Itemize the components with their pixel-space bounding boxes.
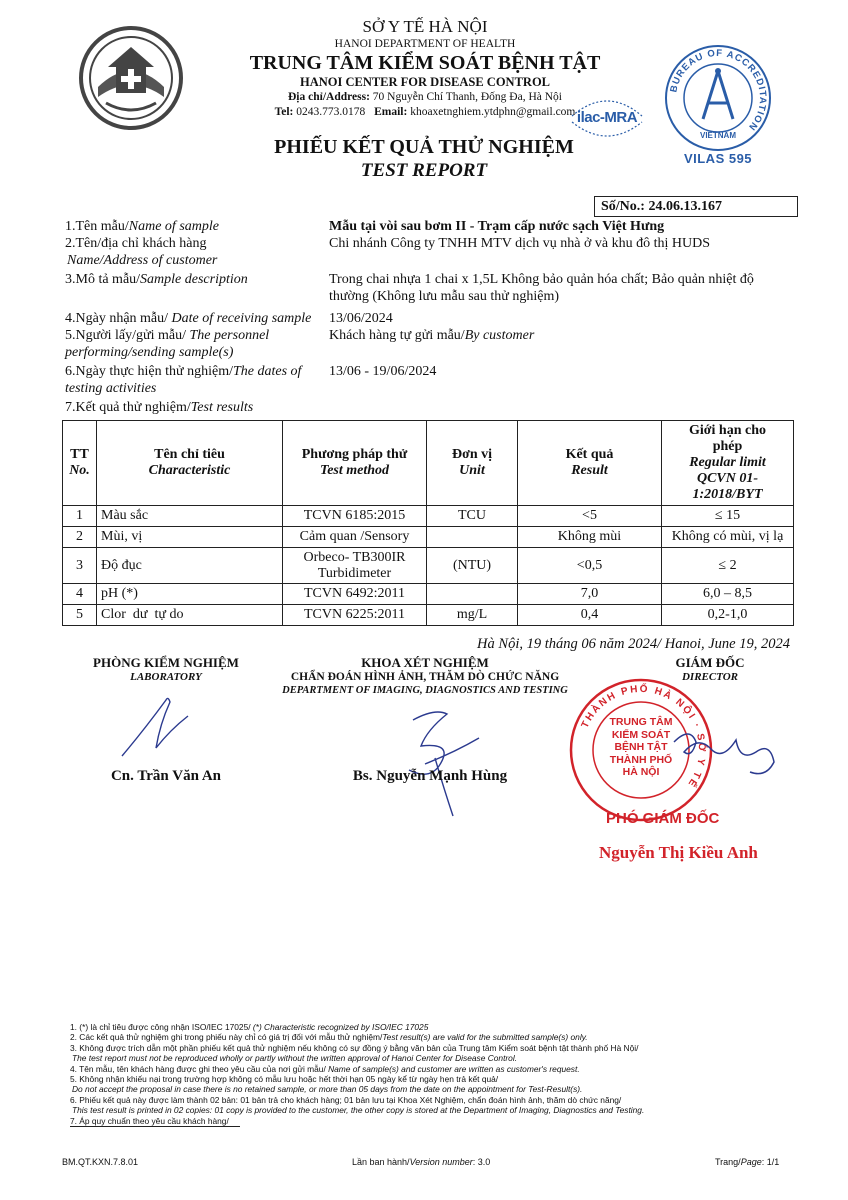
cell-limit: ≤ 15 xyxy=(662,506,794,527)
cell-no: 5 xyxy=(63,605,97,626)
note-item: 7. Áp quy chuẩn theo yêu cầu khách hàng/ xyxy=(70,1116,240,1127)
title-vi: PHIẾU KẾT QUẢ THỬ NGHIỆM xyxy=(274,136,574,158)
director-title: GIÁM ĐỐC xyxy=(675,655,745,670)
notes xyxy=(70,1022,790,1127)
stamp-center: TRUNG TÂM KIỂM SOÁT BỆNH TẬT THÀNH PHỐ HÀ NỘI xyxy=(609,716,673,778)
cell-limit: Không có mùi, vị lạ xyxy=(662,527,794,548)
note-item: The test report must not be reproduced wholly or partly without the written approval of Hanoi Center for Disease Control. xyxy=(72,1053,518,1064)
table-header-row xyxy=(63,421,794,506)
center-en: HANOI CENTER FOR DISEASE CONTROL xyxy=(299,75,551,89)
cell-limit: 0,2-1,0 xyxy=(662,605,794,626)
hcdc-logo xyxy=(78,25,184,131)
cell-unit xyxy=(427,584,518,605)
note-item: Do not accept the proposal in case there is no retained sample, or more than 05 days from the date on the appointment for Test-Result(s). xyxy=(72,1084,583,1095)
field-value: 13/06/2024 xyxy=(329,311,393,326)
center-vi: TRUNG TÂM KIỂM SOÁT BỆNH TẬT xyxy=(249,52,601,74)
table-row xyxy=(63,605,794,626)
cell-no: 1 xyxy=(63,506,97,527)
ilac-text: ilac-MRA xyxy=(576,109,638,126)
cell-characteristic: Màu sắc xyxy=(97,506,283,527)
dept-title: KHOA XÉT NGHIỆM xyxy=(361,655,489,670)
dept-signer-name: Bs. Nguyễn Mạnh Hùng xyxy=(352,768,508,784)
field-label: 6.Ngày thực hiện thử nghiệm/ xyxy=(65,364,233,379)
cell-characteristic: pH (*) xyxy=(97,584,283,605)
field-value: 13/06 - 19/06/2024 xyxy=(329,364,437,379)
header-method: Phương pháp thử Test method xyxy=(283,421,427,506)
dept-en: HANOI DEPARTMENT OF HEALTH xyxy=(334,38,516,50)
signature-department xyxy=(260,655,590,697)
cell-method: Orbeco- TB300IR Turbidimeter xyxy=(283,548,427,584)
field-customer xyxy=(65,235,805,271)
cell-no: 2 xyxy=(63,527,97,548)
cell-result: 0,4 xyxy=(518,605,662,626)
stamp-ring-text: THÀNH PHỐ HÀ NỘI · SỞ Y TẾ xyxy=(579,683,708,790)
vilas-number: VILAS 595 xyxy=(683,151,753,166)
field-label-en: The dates of testing activities xyxy=(65,364,302,396)
field-value: Trong chai nhựa 1 chai x 1,5L Không bảo quản hóa chất; Bảo quản nhiệt độ thường (Không lưu mẫu sau thử nghiệm) xyxy=(329,272,754,304)
field-label: 1.Tên mẫu/ xyxy=(65,219,129,234)
dept-title-2: CHẨN ĐOÁN HÌNH ẢNH, THĂM DÒ CHỨC NĂNG xyxy=(290,671,560,683)
cell-limit: 6,0 – 8,5 xyxy=(662,584,794,605)
title-en: TEST REPORT xyxy=(360,160,488,181)
field-sender xyxy=(65,327,805,363)
field-value: Mẫu tại vòi sau bơm II - Trạm cấp nước sạch Việt Hưng xyxy=(329,219,665,234)
field-value-en: By customer xyxy=(464,328,535,343)
note-item: 6. Phiếu kết quả này được làm thành 02 bản: 01 bản trả cho khách hàng; 01 bản lưu tại Khoa Xét Nghiệm, chẩn đoán hình ảnh, thăm dò chức năng/ xyxy=(70,1094,622,1105)
dept-vi: SỞ Y TẾ HÀ NỘI xyxy=(362,17,488,36)
field-label: 7.Kết quả thử nghiệm/ xyxy=(65,400,191,415)
deputy-title: PHÓ GIÁM ĐỐC xyxy=(606,810,720,827)
cell-method: TCVN 6185:2015 xyxy=(283,506,427,527)
cell-result: <0,5 xyxy=(518,548,662,584)
note-item: 1. (*) là chỉ tiêu được công nhận ISO/IEC 17025/ (*) Characteristic recognized by ISO/IEC 17025 xyxy=(70,1022,429,1032)
table-row xyxy=(63,527,794,548)
field-label-en: Name/Address of customer xyxy=(67,253,218,268)
signature-lab xyxy=(66,655,266,684)
note-item: 5. Không nhận khiếu nại trong trường hợp không có mẫu lưu hoặc hết thời hạn 05 ngày kể từ ngày hẹn trả kết quả/ xyxy=(70,1074,499,1085)
cell-method: TCVN 6225:2011 xyxy=(283,605,427,626)
address-label: Địa chỉ/Address: xyxy=(288,91,370,103)
issue-date: Hà Nội, 19 tháng 06 năm 2024/ Hanoi, June 19, 2024 xyxy=(477,636,790,652)
email-value: khoaxetnghiem.ytdphn@gmail.com xyxy=(410,106,576,118)
cell-characteristic: Clor dư tự do xyxy=(97,605,283,626)
address-value: 70 Nguyễn Chí Thanh, Đống Đa, Hà Nội xyxy=(372,91,562,103)
field-value: Khách hàng tự gửi mẫu/ xyxy=(329,328,465,343)
field-sample-name xyxy=(65,218,805,235)
note-item: 2. Các kết quả thử nghiệm ghi trong phiếu này chỉ có giá trị đối với mẫu thử nghiệm/Test result(s) are valid for the submitted sample(s) only. xyxy=(70,1032,588,1043)
deputy-name: Nguyễn Thị Kiều Anh xyxy=(599,843,758,862)
header-unit: Đơn vị Unit xyxy=(427,421,518,506)
cell-result: Không mùi xyxy=(518,527,662,548)
cell-unit xyxy=(427,527,518,548)
report-number: Số/No.: 24.06.13.167 xyxy=(594,196,798,217)
version-number: Lần ban hành/Version number: 3.0 xyxy=(352,1157,491,1167)
cell-method: Cảm quan /Sensory xyxy=(283,527,427,548)
signature-mark-lab xyxy=(110,690,210,760)
tel-label: Tel: xyxy=(274,106,294,118)
signature-mark-dept xyxy=(395,700,485,820)
cell-unit: TCU xyxy=(427,506,518,527)
field-label: 3.Mô tả mẫu/ xyxy=(65,272,141,287)
header-limit: Giới hạn cho phép Regular limit QCVN 01-1:2018/BYT xyxy=(662,421,794,506)
note-item: This test result is printed in 02 copies: 01 copy is provided to the customer, the other copy is stored at the Department of Imaging, Diagnostics and Testing. xyxy=(72,1105,645,1116)
table-row xyxy=(63,548,794,584)
header-characteristic: Tên chỉ tiêu Characteristic xyxy=(97,421,283,506)
field-label-en: Date of receiving sample xyxy=(171,311,312,326)
header-no: TT No. xyxy=(63,421,97,506)
field-label: 2.Tên/địa chỉ khách hàng xyxy=(65,236,207,251)
field-label: 4.Ngày nhận mẫu/ xyxy=(65,311,172,326)
cell-method: TCVN 6492:2011 xyxy=(283,584,427,605)
cell-no: 3 xyxy=(63,548,97,584)
cell-unit: mg/L xyxy=(427,605,518,626)
field-label-en: Name of sample xyxy=(128,219,219,234)
sample-info xyxy=(65,218,805,416)
cell-result: 7,0 xyxy=(518,584,662,605)
lab-title: PHÒNG KIỂM NGHIỆM xyxy=(93,655,239,670)
lab-signer-name: Cn. Trần Văn An xyxy=(110,768,222,784)
note-item: 3. Không được trích dẫn một phần phiếu kết quả thử nghiệm nếu không có sự đồng ý bằng văn bản của Trung tâm Kiểm soát bệnh tật thành phố Hà Nội/ xyxy=(70,1042,639,1053)
signature-mark-director xyxy=(670,722,780,782)
email-label: Email: xyxy=(374,106,408,118)
field-description xyxy=(65,271,805,310)
tel-value: 0243.773.0178 xyxy=(296,106,366,118)
dept-title-en: DEPARTMENT OF IMAGING, DIAGNOSTICS AND TESTING xyxy=(282,685,568,696)
director-title-en: DIRECTOR xyxy=(681,671,739,683)
form-code: BM.QT.KXN.7.8.01 xyxy=(62,1157,139,1167)
field-value: Chi nhánh Công ty TNHH MTV dịch vụ nhà ở và khu đô thị HUDS xyxy=(329,236,710,251)
page-number: Trang/Page: 1/1 xyxy=(715,1157,780,1167)
field-label-en: The personnel performing/sending sample(s) xyxy=(65,328,270,360)
table-row xyxy=(63,506,794,527)
lab-title-en: LABORATORY xyxy=(130,671,202,683)
field-test-dates xyxy=(65,363,805,399)
cell-result: <5 xyxy=(518,506,662,527)
cell-limit: ≤ 2 xyxy=(662,548,794,584)
seal-ring-text: BUREAU OF ACCREDITATION xyxy=(668,47,769,133)
note-item: 4. Tên mẫu, tên khách hàng được ghi theo yêu cầu của nơi gửi mẫu/ Name of sample(s) and customer are written as customer's request. xyxy=(70,1063,580,1074)
field-label-en: Test results xyxy=(190,400,254,415)
cell-characteristic: Mùi, vị xyxy=(97,527,283,548)
field-label: 5.Người lấy/gửi mẫu/ xyxy=(65,328,190,343)
field-receive-date xyxy=(65,310,805,327)
cell-characteristic: Độ đục xyxy=(97,548,283,584)
results-table xyxy=(62,420,794,626)
accreditation-seal xyxy=(663,43,773,153)
cell-no: 4 xyxy=(63,584,97,605)
table-row xyxy=(63,584,794,605)
seal-country: VIETNAM xyxy=(700,131,736,140)
cell-unit: (NTU) xyxy=(427,548,518,584)
header-result: Kết quả Result xyxy=(518,421,662,506)
field-label-en: Sample description xyxy=(140,272,248,287)
field-results-heading xyxy=(65,399,805,416)
